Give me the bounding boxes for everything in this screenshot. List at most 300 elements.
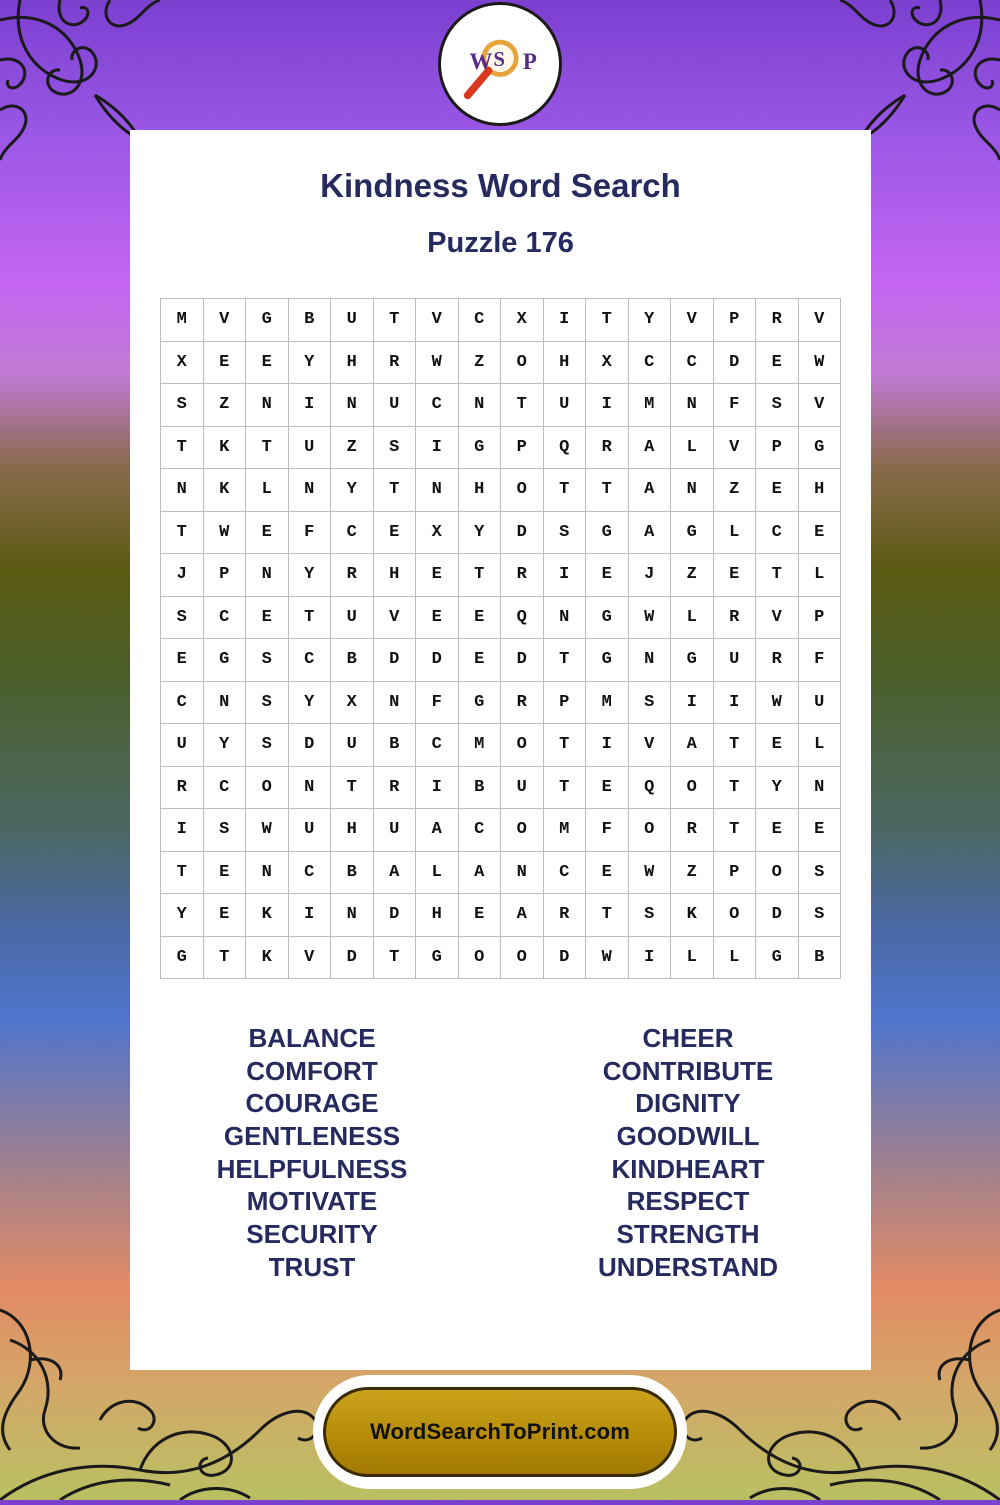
grid-cell: R — [161, 766, 204, 809]
grid-cell: O — [501, 809, 544, 852]
grid-cell: I — [288, 384, 331, 427]
grid-cell: G — [586, 511, 629, 554]
grid-cell: O — [671, 766, 714, 809]
grid-cell: X — [331, 681, 374, 724]
grid-cell: E — [586, 554, 629, 597]
grid-cell: L — [713, 936, 756, 979]
grid-cell: G — [458, 681, 501, 724]
grid-cell: Q — [628, 766, 671, 809]
grid-cell: S — [756, 384, 799, 427]
grid-cell: N — [458, 384, 501, 427]
grid-cell: D — [501, 639, 544, 682]
grid-cell: G — [246, 299, 289, 342]
grid-cell: N — [543, 596, 586, 639]
grid-cell: F — [798, 639, 841, 682]
grid-row — [161, 299, 841, 342]
grid-cell: E — [246, 596, 289, 639]
grid-cell: N — [331, 894, 374, 937]
grid-cell: N — [246, 554, 289, 597]
grid-cell: N — [161, 469, 204, 512]
grid-cell: Q — [501, 596, 544, 639]
grid-cell: U — [161, 724, 204, 767]
grid-row — [161, 554, 841, 597]
grid-cell: U — [501, 766, 544, 809]
grid-cell: O — [713, 894, 756, 937]
grid-cell: P — [501, 426, 544, 469]
grid-cell: C — [203, 596, 246, 639]
grid-row — [161, 426, 841, 469]
grid-cell: T — [543, 639, 586, 682]
grid-cell: R — [756, 639, 799, 682]
website-link-button[interactable] — [323, 1387, 677, 1477]
word-item: GOODWILL — [616, 1121, 760, 1152]
grid-cell: C — [203, 766, 246, 809]
grid-cell: X — [161, 341, 204, 384]
grid-cell: E — [756, 341, 799, 384]
grid-cell: V — [628, 724, 671, 767]
grid-cell: N — [203, 681, 246, 724]
grid-cell: I — [543, 299, 586, 342]
grid-cell: O — [458, 936, 501, 979]
grid-cell: F — [288, 511, 331, 554]
grid-cell: B — [288, 299, 331, 342]
grid-cell: I — [416, 766, 459, 809]
grid-cell: G — [458, 426, 501, 469]
grid-cell: U — [331, 596, 374, 639]
grid-cell: Y — [203, 724, 246, 767]
grid-cell: V — [416, 299, 459, 342]
grid-cell: K — [203, 426, 246, 469]
grid-cell: N — [246, 851, 289, 894]
grid-cell: R — [586, 426, 629, 469]
grid-cell: Z — [671, 554, 714, 597]
grid-cell: A — [628, 469, 671, 512]
svg-text:W: W — [469, 48, 493, 74]
grid-cell: G — [798, 426, 841, 469]
grid-cell: O — [501, 469, 544, 512]
grid-cell: P — [756, 426, 799, 469]
grid-cell: W — [203, 511, 246, 554]
grid-cell: E — [713, 554, 756, 597]
grid-cell: P — [713, 299, 756, 342]
grid-cell: I — [713, 681, 756, 724]
grid-cell: V — [671, 299, 714, 342]
letter-grid — [160, 298, 841, 979]
grid-cell: N — [671, 469, 714, 512]
grid-cell: S — [543, 511, 586, 554]
grid-cell: T — [161, 511, 204, 554]
grid-cell: A — [628, 511, 671, 554]
grid-cell: N — [628, 639, 671, 682]
grid-cell: C — [756, 511, 799, 554]
grid-cell: D — [713, 341, 756, 384]
grid-cell: M — [458, 724, 501, 767]
grid-cell: L — [671, 596, 714, 639]
word-item: DIGNITY — [635, 1088, 741, 1119]
grid-cell: T — [543, 766, 586, 809]
grid-cell: O — [246, 766, 289, 809]
grid-cell: J — [161, 554, 204, 597]
grid-cell: W — [628, 851, 671, 894]
grid-cell: T — [458, 554, 501, 597]
grid-cell: Y — [331, 469, 374, 512]
grid-cell: F — [586, 809, 629, 852]
grid-cell: E — [586, 851, 629, 894]
grid-cell: T — [543, 724, 586, 767]
grid-cell: V — [373, 596, 416, 639]
grid-cell: D — [416, 639, 459, 682]
grid-cell: B — [458, 766, 501, 809]
grid-cell: N — [288, 469, 331, 512]
word-item: COURAGE — [245, 1088, 379, 1119]
grid-cell: Z — [203, 384, 246, 427]
grid-cell: D — [501, 511, 544, 554]
grid-cell: E — [458, 639, 501, 682]
grid-cell: Y — [288, 681, 331, 724]
grid-cell: G — [671, 639, 714, 682]
word-item: KINDHEART — [611, 1153, 765, 1184]
grid-cell: H — [543, 341, 586, 384]
grid-cell: D — [288, 724, 331, 767]
puzzle-panel — [130, 130, 871, 1370]
grid-cell: T — [373, 936, 416, 979]
grid-cell: I — [671, 681, 714, 724]
grid-cell: I — [586, 724, 629, 767]
grid-cell: U — [331, 724, 374, 767]
magnifier-icon — [441, 5, 559, 123]
grid-cell: S — [373, 426, 416, 469]
grid-cell: S — [161, 596, 204, 639]
grid-cell: V — [798, 299, 841, 342]
grid-cell: R — [501, 554, 544, 597]
grid-cell: H — [416, 894, 459, 937]
site-logo[interactable] — [438, 2, 562, 126]
grid-cell: Z — [713, 469, 756, 512]
grid-cell: E — [798, 511, 841, 554]
grid-cell: E — [416, 596, 459, 639]
grid-cell: C — [458, 299, 501, 342]
grid-cell: W — [756, 681, 799, 724]
grid-cell: X — [416, 511, 459, 554]
grid-cell: Z — [671, 851, 714, 894]
grid-cell: C — [331, 511, 374, 554]
grid-cell: C — [458, 809, 501, 852]
grid-cell: G — [161, 936, 204, 979]
grid-cell: T — [586, 299, 629, 342]
grid-row — [161, 511, 841, 554]
grid-cell: T — [373, 469, 416, 512]
grid-cell: T — [543, 469, 586, 512]
grid-cell: J — [628, 554, 671, 597]
grid-cell: E — [416, 554, 459, 597]
grid-cell: P — [203, 554, 246, 597]
grid-cell: V — [798, 384, 841, 427]
grid-cell: T — [161, 426, 204, 469]
grid-cell: G — [756, 936, 799, 979]
grid-cell: T — [713, 724, 756, 767]
grid-cell: S — [246, 681, 289, 724]
grid-cell: T — [331, 766, 374, 809]
grid-cell: M — [543, 809, 586, 852]
grid-cell: A — [501, 894, 544, 937]
grid-cell: W — [586, 936, 629, 979]
grid-row — [161, 724, 841, 767]
grid-cell: I — [586, 384, 629, 427]
grid-cell: V — [713, 426, 756, 469]
word-item: HELPFULNESS — [216, 1153, 408, 1184]
grid-cell: G — [203, 639, 246, 682]
grid-cell: A — [671, 724, 714, 767]
grid-cell: C — [161, 681, 204, 724]
grid-cell: E — [798, 809, 841, 852]
grid-cell: Y — [161, 894, 204, 937]
grid-cell: C — [288, 639, 331, 682]
grid-cell: N — [331, 384, 374, 427]
grid-cell: O — [756, 851, 799, 894]
grid-cell: B — [331, 639, 374, 682]
grid-cell: O — [501, 936, 544, 979]
grid-cell: C — [416, 384, 459, 427]
grid-cell: E — [161, 639, 204, 682]
grid-cell: E — [586, 766, 629, 809]
grid-cell: U — [713, 639, 756, 682]
grid-cell: D — [373, 639, 416, 682]
grid-cell: E — [756, 809, 799, 852]
grid-cell: R — [373, 341, 416, 384]
grid-cell: H — [798, 469, 841, 512]
grid-cell: S — [246, 724, 289, 767]
grid-cell: S — [628, 681, 671, 724]
grid-cell: T — [586, 894, 629, 937]
grid-cell: U — [543, 384, 586, 427]
grid-cell: W — [416, 341, 459, 384]
word-item: CONTRIBUTE — [602, 1055, 774, 1086]
grid-cell: T — [713, 809, 756, 852]
grid-cell: E — [203, 851, 246, 894]
grid-cell: F — [713, 384, 756, 427]
grid-cell: V — [756, 596, 799, 639]
word-item: STRENGTH — [616, 1219, 760, 1250]
grid-cell: T — [288, 596, 331, 639]
grid-cell: T — [246, 426, 289, 469]
grid-cell: E — [246, 511, 289, 554]
grid-cell: V — [288, 936, 331, 979]
grid-cell: Z — [331, 426, 374, 469]
grid-cell: V — [203, 299, 246, 342]
grid-cell: W — [628, 596, 671, 639]
grid-cell: D — [331, 936, 374, 979]
grid-cell: R — [713, 596, 756, 639]
grid-cell: C — [628, 341, 671, 384]
grid-cell: T — [161, 851, 204, 894]
page-title: Kindness Word Search — [320, 167, 681, 204]
grid-cell: D — [756, 894, 799, 937]
grid-row — [161, 766, 841, 809]
grid-cell: N — [798, 766, 841, 809]
grid-row — [161, 809, 841, 852]
grid-cell: I — [161, 809, 204, 852]
grid-cell: X — [586, 341, 629, 384]
svg-text:S: S — [493, 46, 505, 71]
word-list-left — [152, 1022, 472, 1284]
grid-cell: Y — [288, 554, 331, 597]
word-item: SECURITY — [246, 1219, 378, 1250]
grid-cell: L — [246, 469, 289, 512]
grid-cell: N — [246, 384, 289, 427]
grid-cell: N — [501, 851, 544, 894]
grid-cell: S — [203, 809, 246, 852]
grid-cell: D — [543, 936, 586, 979]
grid-cell: N — [671, 384, 714, 427]
grid-cell: Y — [628, 299, 671, 342]
word-item: MOTIVATE — [246, 1186, 378, 1217]
grid-cell: I — [543, 554, 586, 597]
grid-cell: E — [203, 341, 246, 384]
grid-cell: S — [161, 384, 204, 427]
grid-cell: S — [246, 639, 289, 682]
grid-cell: R — [373, 766, 416, 809]
puzzle-number: Puzzle 176 — [427, 227, 574, 259]
grid-cell: A — [628, 426, 671, 469]
grid-cell: L — [671, 426, 714, 469]
grid-row — [161, 851, 841, 894]
grid-cell: T — [756, 554, 799, 597]
grid-row — [161, 384, 841, 427]
grid-cell: W — [798, 341, 841, 384]
grid-cell: M — [586, 681, 629, 724]
grid-cell: E — [246, 341, 289, 384]
grid-cell: P — [713, 851, 756, 894]
word-item: CHEER — [642, 1023, 734, 1053]
grid-cell: A — [416, 809, 459, 852]
grid-cell: G — [416, 936, 459, 979]
grid-cell: E — [203, 894, 246, 937]
grid-cell: X — [501, 299, 544, 342]
grid-row — [161, 639, 841, 682]
grid-cell: O — [501, 341, 544, 384]
word-item: BALANCE — [248, 1023, 376, 1053]
word-item: UNDERSTAND — [597, 1251, 779, 1282]
grid-cell: R — [501, 681, 544, 724]
grid-row — [161, 681, 841, 724]
grid-cell: N — [373, 681, 416, 724]
grid-cell: Q — [543, 426, 586, 469]
grid-cell: C — [543, 851, 586, 894]
grid-cell: P — [543, 681, 586, 724]
grid-cell: U — [288, 426, 331, 469]
word-item: RESPECT — [626, 1186, 750, 1217]
word-item: GENTLENESS — [223, 1121, 401, 1152]
grid-cell: W — [246, 809, 289, 852]
grid-cell: C — [671, 341, 714, 384]
grid-cell: L — [798, 554, 841, 597]
grid-cell: K — [671, 894, 714, 937]
grid-cell: R — [331, 554, 374, 597]
grid-cell: R — [543, 894, 586, 937]
grid-cell: E — [756, 724, 799, 767]
grid-cell: A — [458, 851, 501, 894]
grid-cell: I — [628, 936, 671, 979]
grid-row — [161, 469, 841, 512]
grid-cell: U — [373, 809, 416, 852]
grid-cell: S — [798, 851, 841, 894]
grid-cell: H — [458, 469, 501, 512]
grid-cell: P — [798, 596, 841, 639]
grid-cell: F — [416, 681, 459, 724]
grid-cell: U — [288, 809, 331, 852]
grid-cell: U — [331, 299, 374, 342]
grid-cell: B — [798, 936, 841, 979]
grid-cell: K — [246, 894, 289, 937]
grid-cell: O — [628, 809, 671, 852]
grid-cell: R — [756, 299, 799, 342]
grid-cell: L — [713, 511, 756, 554]
grid-cell: Y — [288, 341, 331, 384]
grid-cell: E — [458, 894, 501, 937]
grid-cell: A — [373, 851, 416, 894]
word-item: TRUST — [268, 1251, 356, 1282]
grid-cell: E — [373, 511, 416, 554]
grid-cell: C — [416, 724, 459, 767]
grid-cell: G — [586, 639, 629, 682]
grid-cell: N — [416, 469, 459, 512]
grid-cell: T — [501, 384, 544, 427]
grid-cell: T — [713, 766, 756, 809]
grid-cell: E — [458, 596, 501, 639]
grid-cell: L — [798, 724, 841, 767]
grid-row — [161, 341, 841, 384]
grid-cell: T — [373, 299, 416, 342]
grid-cell: Y — [458, 511, 501, 554]
grid-cell: E — [756, 469, 799, 512]
grid-cell: T — [586, 469, 629, 512]
grid-cell: L — [671, 936, 714, 979]
grid-cell: C — [288, 851, 331, 894]
grid-cell: B — [373, 724, 416, 767]
grid-cell: H — [331, 809, 374, 852]
grid-cell: I — [288, 894, 331, 937]
grid-row — [161, 596, 841, 639]
grid-cell: G — [671, 511, 714, 554]
grid-cell: M — [628, 384, 671, 427]
grid-cell: K — [203, 469, 246, 512]
grid-cell: Y — [756, 766, 799, 809]
grid-cell: U — [373, 384, 416, 427]
grid-cell: I — [416, 426, 459, 469]
grid-cell: D — [373, 894, 416, 937]
grid-cell: H — [373, 554, 416, 597]
grid-cell: N — [288, 766, 331, 809]
grid-cell: G — [586, 596, 629, 639]
word-item: COMFORT — [246, 1055, 378, 1086]
grid-cell: K — [246, 936, 289, 979]
grid-cell: H — [331, 341, 374, 384]
grid-cell: O — [501, 724, 544, 767]
grid-row — [161, 894, 841, 937]
website-link-text: WordSearchToPrint.com — [369, 1419, 631, 1444]
grid-cell: L — [416, 851, 459, 894]
grid-cell: M — [161, 299, 204, 342]
grid-cell: B — [331, 851, 374, 894]
grid-cell: R — [671, 809, 714, 852]
word-list-right — [528, 1022, 848, 1284]
grid-cell: T — [203, 936, 246, 979]
grid-cell: S — [798, 894, 841, 937]
svg-text:P: P — [522, 48, 537, 74]
grid-cell: S — [628, 894, 671, 937]
grid-cell: Z — [458, 341, 501, 384]
grid-cell: U — [798, 681, 841, 724]
